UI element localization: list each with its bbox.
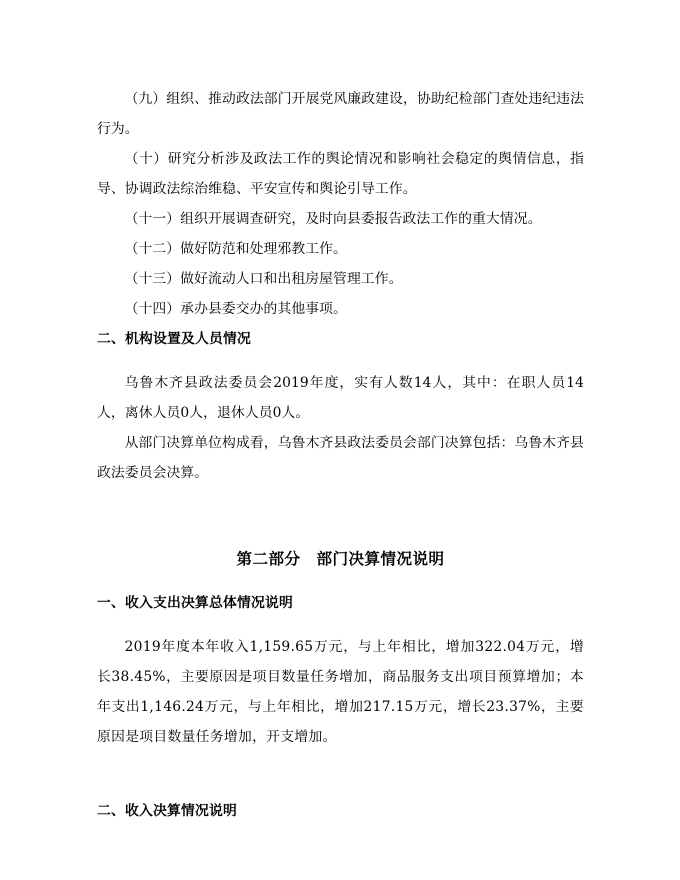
duty-item-11: （十一）组织开展调查研究，及时向县委报告政法工作的重大情况。 — [124, 211, 542, 227]
duty-item-13: （十三）做好流动人口和出租房屋管理工作。 — [124, 271, 403, 287]
duty-item-10: （十）研究分析涉及政法工作的舆论情况和影响社会稳定的舆情信息，指导、协调政法综治维稳、平安宣传和舆论引导工作。 — [97, 151, 584, 197]
org-composition-paragraph: 从部门决算单位构成看，乌鲁木齐县政法委员会部门决算包括：乌鲁木齐县政法委员会决算。 — [97, 435, 584, 481]
heading-org-setup-and-personnel: 二、机构设置及人员情况 — [97, 331, 251, 347]
spacer — [97, 618, 584, 632]
heading-income-expenditure-overview: 一、收入支出决算总体情况说明 — [97, 595, 293, 611]
heading-income-final-accounts: 二、收入决算情况说明 — [97, 803, 237, 819]
spacer — [97, 574, 584, 588]
duty-item-12: （十二）做好防范和处理邪教工作。 — [124, 241, 347, 257]
document-content — [97, 84, 584, 826]
spacer — [97, 354, 584, 368]
spacer — [97, 488, 584, 544]
duty-item-9: （九）组织、推动政法部门开展党风廉政建设，协助纪检部门查处违纪违法行为。 — [97, 91, 584, 137]
org-personnel-paragraph: 乌鲁木齐县政法委员会2019年度，实有人数14人，其中：在职人员14人，离休人员0人，退休人员0人。 — [97, 375, 584, 421]
part-two-title: 第二部分 部门决算情况说明 — [236, 549, 445, 568]
income-expenditure-overview-paragraph: 2019年度本年收入1,159.65万元，与上年相比，增加322.04万元，增长38.45%，主要原因是项目数量任务增加，商品服务支出项目预算增加；本年支出1,146.24万元，与上年相比，增加217.15万元，增长23.37%，主要原因是项目数量任务增加，开支增加。 — [97, 639, 584, 745]
spacer — [97, 752, 584, 796]
duty-item-14: （十四）承办县委交办的其他事项。 — [124, 301, 347, 317]
